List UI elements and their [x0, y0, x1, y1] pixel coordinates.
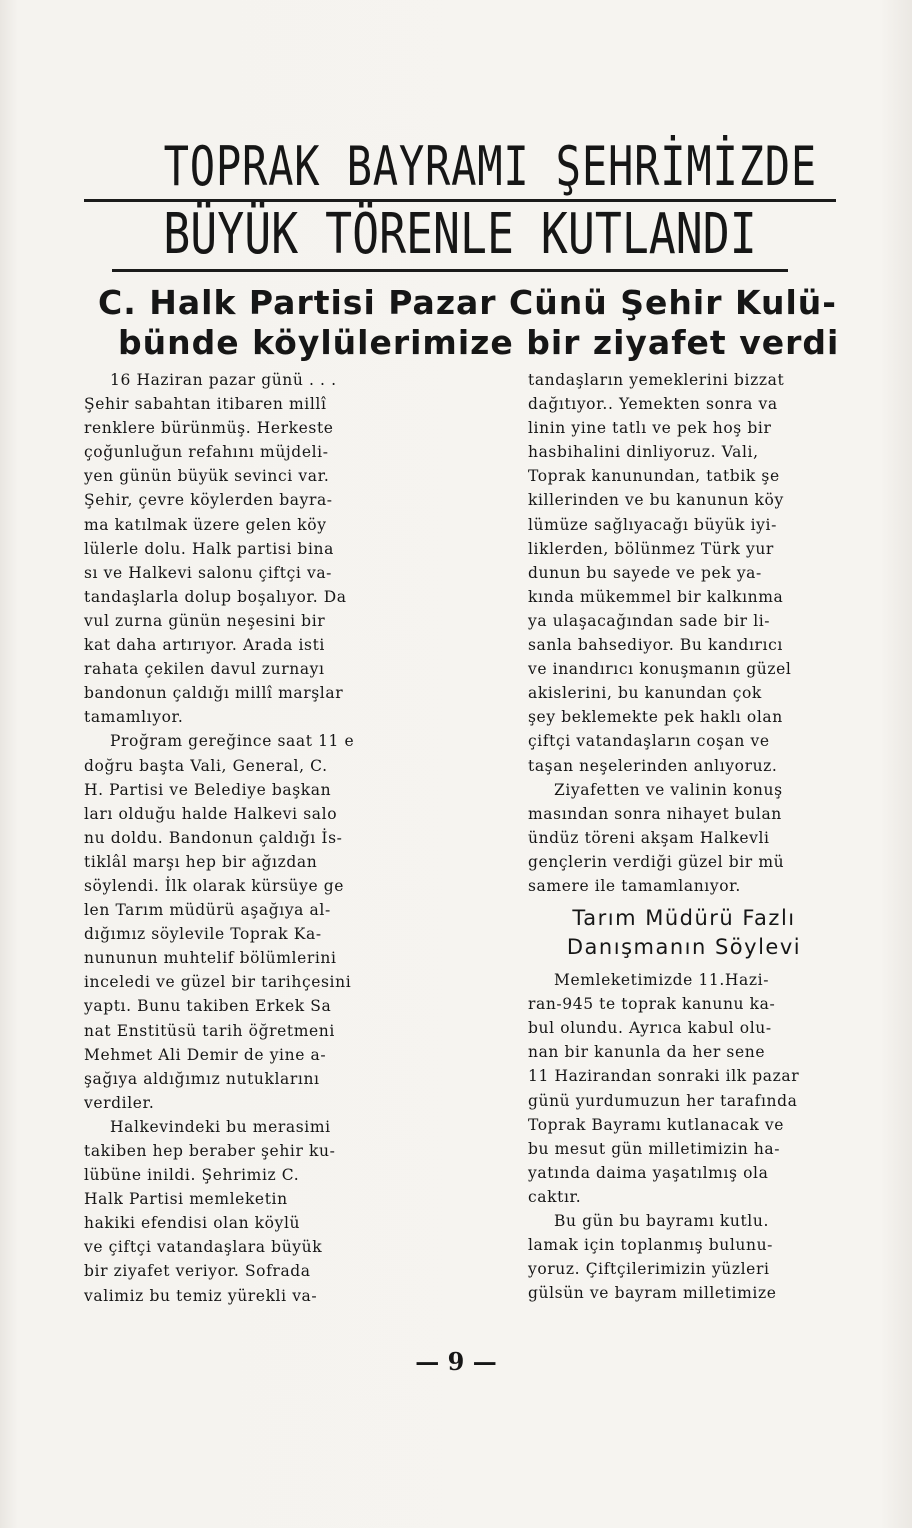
text-line: gülsün ve bayram milletimize	[528, 1284, 777, 1303]
text-line: dağıtıyor.. Yemekten sonra va	[528, 395, 778, 414]
text-line: rahata çekilen davul zurnayı	[84, 660, 325, 679]
subheadline	[98, 283, 838, 363]
text-line: çoğunluğun refahını müjdeli-	[84, 443, 329, 462]
text-line: Halkevindeki bu merasimi	[110, 1117, 331, 1136]
text-line: samere ile tamamlanıyor.	[528, 876, 741, 895]
text-line: lülerle dolu. Halk partisi bina	[84, 539, 334, 558]
text-line: len Tarım müdürü aşağıya al-	[84, 901, 331, 920]
headline-line-2: BÜYÜK TÖRENLE KUTLANDI	[163, 202, 757, 267]
text-line: ve inandırıcı konuşmanın güzel	[528, 660, 792, 679]
text-line: liklerden, bölünmez Türk yur	[528, 539, 774, 558]
text-line: ya ulaşacağından sade bir li-	[528, 611, 771, 630]
text-line: bandonun çaldığı millî marşlar	[84, 684, 344, 703]
text-line: nu doldu. Bandonun çaldığı İs-	[84, 828, 343, 847]
text-line: ma katılmak üzere gelen köy	[84, 515, 327, 534]
page-number: — 9 —	[415, 1347, 497, 1376]
text-line: sı ve Halkevi salonu çiftçi va-	[84, 563, 332, 582]
text-line: 16 Haziran pazar günü . . .	[110, 371, 337, 389]
text-line: lamak için toplanmış bulunu-	[528, 1236, 774, 1255]
text-line: akislerini, bu kanundan çok	[528, 684, 762, 703]
text-line: killerinden ve bu kanunun köy	[528, 491, 784, 510]
text-line: takiben hep beraber şehir ku-	[84, 1142, 336, 1160]
text-line: masından sonra nihayet bulan	[528, 804, 782, 823]
text-line: yen günün büyük sevinci var.	[84, 467, 330, 486]
text-line: inceledi ve güzel bir tarihçesini	[84, 973, 352, 992]
headline-rule-2	[112, 269, 788, 272]
text-line: tiklâl marşı hep bir ağızdan	[84, 852, 318, 871]
text-line: bu mesut gün milletimizin ha-	[528, 1139, 781, 1158]
text-line: tamamlıyor.	[84, 708, 184, 727]
text-line: ündüz töreni akşam Halkevli	[528, 828, 770, 847]
subheadline-line-1: C. Halk Partisi Pazar Cünü Şehir Kulü-	[98, 283, 837, 322]
text-line: hakiki efendisi olan köylü	[84, 1214, 301, 1233]
text-line: caktır.	[528, 1187, 582, 1206]
headline-line-1: TOPRAK BAYRAMI ŞEHRİMİZDE	[163, 135, 818, 198]
text-line: Mehmet Ali Demir de yine a-	[84, 1045, 327, 1064]
text-line: linin yine tatlı ve pek hoş bir	[528, 419, 772, 438]
text-line: 11 Hazirandan sonraki ilk pazar	[528, 1067, 800, 1086]
text-line: Ziyafetten ve valinin konuş	[554, 780, 783, 799]
text-line: Proğram gereğince saat 11 e	[110, 732, 355, 751]
text-line: hasbihalini dinliyoruz. Vali,	[528, 443, 759, 462]
text-line: şağıya aldığımız nutuklarını	[84, 1069, 320, 1088]
text-line: nan bir kanunla da her sene	[528, 1043, 766, 1062]
text-line: Toprak kanunundan, tatbik şe	[528, 467, 780, 486]
text-line: ları olduğu halde Halkevi salo	[84, 804, 338, 823]
section-title-line-2: Danışmanın Söylevi	[566, 935, 802, 960]
text-line: dunun bu sayede ve pek ya-	[528, 563, 762, 582]
text-line: tandaşlarla dolup boşalıyor. Da	[84, 587, 347, 606]
text-line: ve çiftçi vatandaşlara büyük	[84, 1238, 323, 1257]
article-column-right	[528, 368, 840, 1305]
text-line: verdiler.	[84, 1093, 155, 1112]
text-line: söylendi. İlk olarak kürsüye ge	[84, 876, 345, 895]
text-line: lümüze sağlıyacağı büyük iyi-	[528, 515, 777, 534]
text-line: kında mükemmel bir kalkınma	[528, 587, 784, 606]
text-line: Şehir, çevre köylerden bayra-	[84, 491, 333, 510]
section-title-line-1: Tarım Müdürü Fazlı	[572, 906, 796, 931]
text-line: dığımız söylevile Toprak Ka-	[84, 925, 322, 944]
text-line: Toprak Bayramı kutlanacak ve	[528, 1115, 784, 1134]
text-line: bul olundu. Ayrıca kabul olu-	[528, 1019, 772, 1038]
text-line: Şehir sabahtan itibaren millî	[84, 395, 327, 414]
text-line: yoruz. Çiftçilerimizin yüzleri	[528, 1260, 770, 1279]
text-line: Memleketimizde 11.Hazi-	[554, 971, 770, 990]
text-line: günü yurdumuzun her tarafında	[528, 1091, 798, 1110]
text-line: ran-945 te toprak kanunu ka-	[528, 995, 776, 1014]
text-line: vul zurna günün neşesini bir	[84, 611, 326, 630]
text-line: şey beklemekte pek haklı olan	[528, 708, 783, 727]
text-line: Bu gün bu bayramı kutlu.	[554, 1212, 769, 1230]
text-line: yaptı. Bunu takiben Erkek Sa	[84, 997, 332, 1016]
text-line: valimiz bu temiz yürekli va-	[84, 1286, 318, 1305]
text-line: gençlerin verdiği güzel bir mü	[528, 852, 785, 871]
text-line: doğru başta Vali, General, C.	[84, 756, 328, 775]
text-line: çiftçi vatandaşların coşan ve	[528, 732, 770, 751]
text-line: Halk Partisi memleketin	[84, 1190, 288, 1209]
article-column-left	[84, 368, 396, 1308]
text-line: kat daha artırıyor. Arada isti	[84, 636, 325, 655]
text-line: nununun muhtelif bölümlerini	[84, 949, 337, 968]
text-line: renklere bürünmüş. Herkeste	[84, 419, 334, 438]
headline	[80, 135, 840, 267]
subheadline-line-2: bünde köylülerimize bir ziyafet verdi	[118, 323, 840, 362]
text-line: bir ziyafet veriyor. Sofrada	[84, 1262, 311, 1281]
article-text-right-a	[528, 368, 840, 898]
article-text-right-b	[528, 968, 840, 1305]
text-line: tandaşların yemeklerini bizzat	[528, 371, 785, 389]
text-line: sanla bahsediyor. Bu kandırıcı	[528, 636, 783, 655]
text-line: lübüne inildi. Şehrimiz C.	[84, 1166, 300, 1185]
section-title	[528, 904, 840, 962]
text-line: yatında daima yaşatılmış ola	[528, 1163, 769, 1182]
text-line: H. Partisi ve Belediye başkan	[84, 780, 332, 799]
text-line: taşan neşelerinden anlıyoruz.	[528, 756, 778, 775]
text-line: nat Enstitüsü tarih öğretmeni	[84, 1021, 335, 1040]
